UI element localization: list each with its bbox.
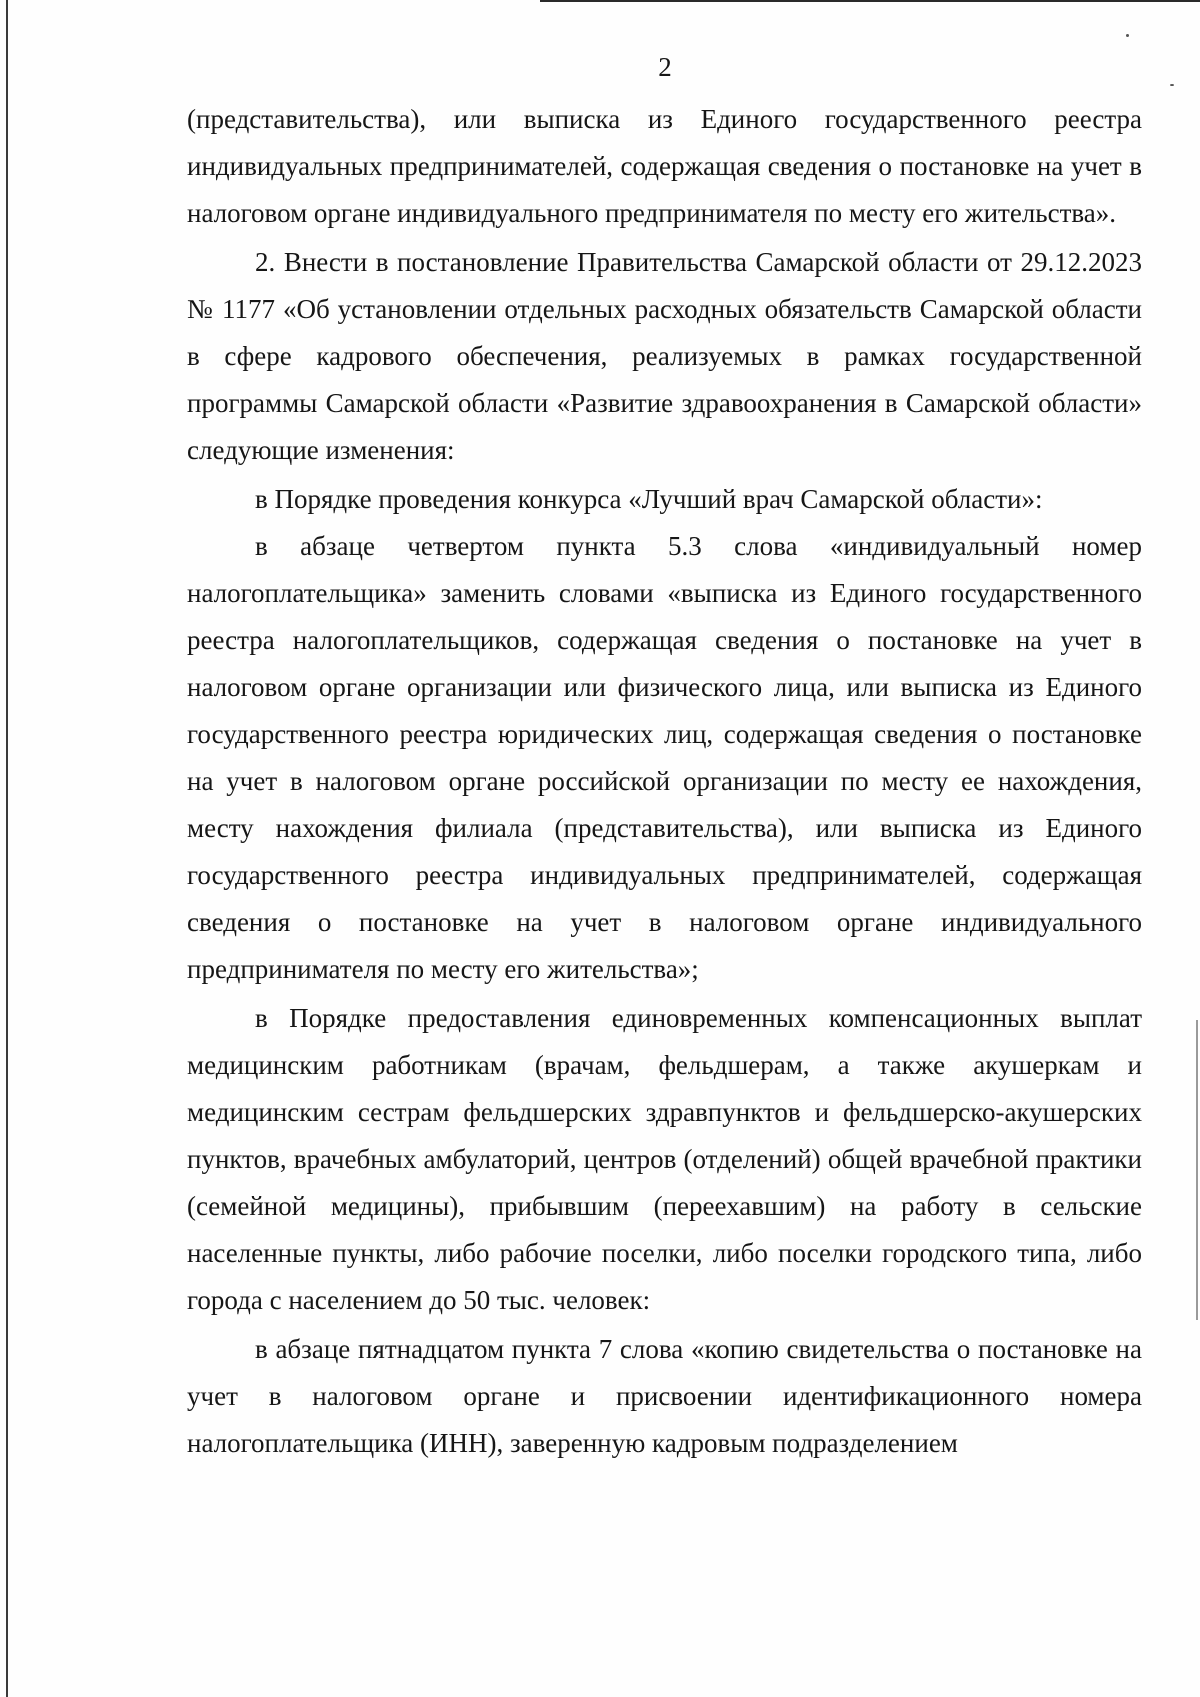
scan-speck bbox=[1170, 84, 1174, 86]
paragraph: в абзаце пятнадцатом пункта 7 слова «копию свидетельства о постановке на учет в налоговом органе и присвоении идентификационного номера налогоплательщика (ИНН), заверенную кадровым подразделением bbox=[187, 1334, 1142, 1458]
scan-left-edge bbox=[6, 0, 8, 1697]
document-body bbox=[187, 96, 1142, 1469]
paragraph: в Порядке проведения конкурса «Лучший врач Самарской области»: bbox=[255, 484, 1043, 514]
paragraph: (представительства), или выписка из Единого государственного реестра индивидуальных предпринимателей, содержащая сведения о постановке на учет в налоговом органе индивидуального предпринимателя по месту его жительства». bbox=[187, 104, 1142, 228]
page-number: 2 bbox=[658, 52, 672, 82]
scan-right-mark bbox=[1196, 1020, 1198, 1320]
paragraph: в абзаце четвертом пункта 5.3 слова «индивидуальный номер налогоплательщика» заменить словами «выписка из Единого государственного реестра налогоплательщиков, содержащая сведения о постановке на учет в налоговом органе организации или физического лица, или выписка из Единого государственного реестра юридических лиц, содержащая сведения о постановке на учет в налоговом органе российской организации по месту ее нахождения, месту нахождения филиала (представительства), или выписка из Единого государственного реестра индивидуальных предпринимателей, содержащая сведения о постановке на учет в налоговом органе индивидуального предпринимателя по месту его жительства»; bbox=[187, 531, 1142, 984]
scan-speck bbox=[1126, 34, 1129, 37]
paragraph: 2. Внести в постановление Правительства Самарской области от 29.12.2023 № 1177 «Об установлении отдельных расходных обязательств Самарской области в сфере кадрового обеспечения, реализуемых в рамках государственной программы Самарской области «Развитие здравоохранения в Самарской области» следующие изменения: bbox=[187, 247, 1142, 465]
paragraph: в Порядке предоставления единовременных компенсационных выплат медицинским работникам (врачам, фельдшерам, а также акушеркам и медицинским сестрам фельдшерских здравпунктов и фельдшерско-акушерских пунктов, врачебных амбулаторий, центров (отделений) общей врачебной практики (семейной медицины), прибывшим (переехавшим) на работу в сельские населенные пункты, либо рабочие поселки, либо поселки городского типа, либо города с населением до 50 тыс. человек: bbox=[187, 1003, 1142, 1315]
scan-top-edge bbox=[540, 0, 1200, 2]
